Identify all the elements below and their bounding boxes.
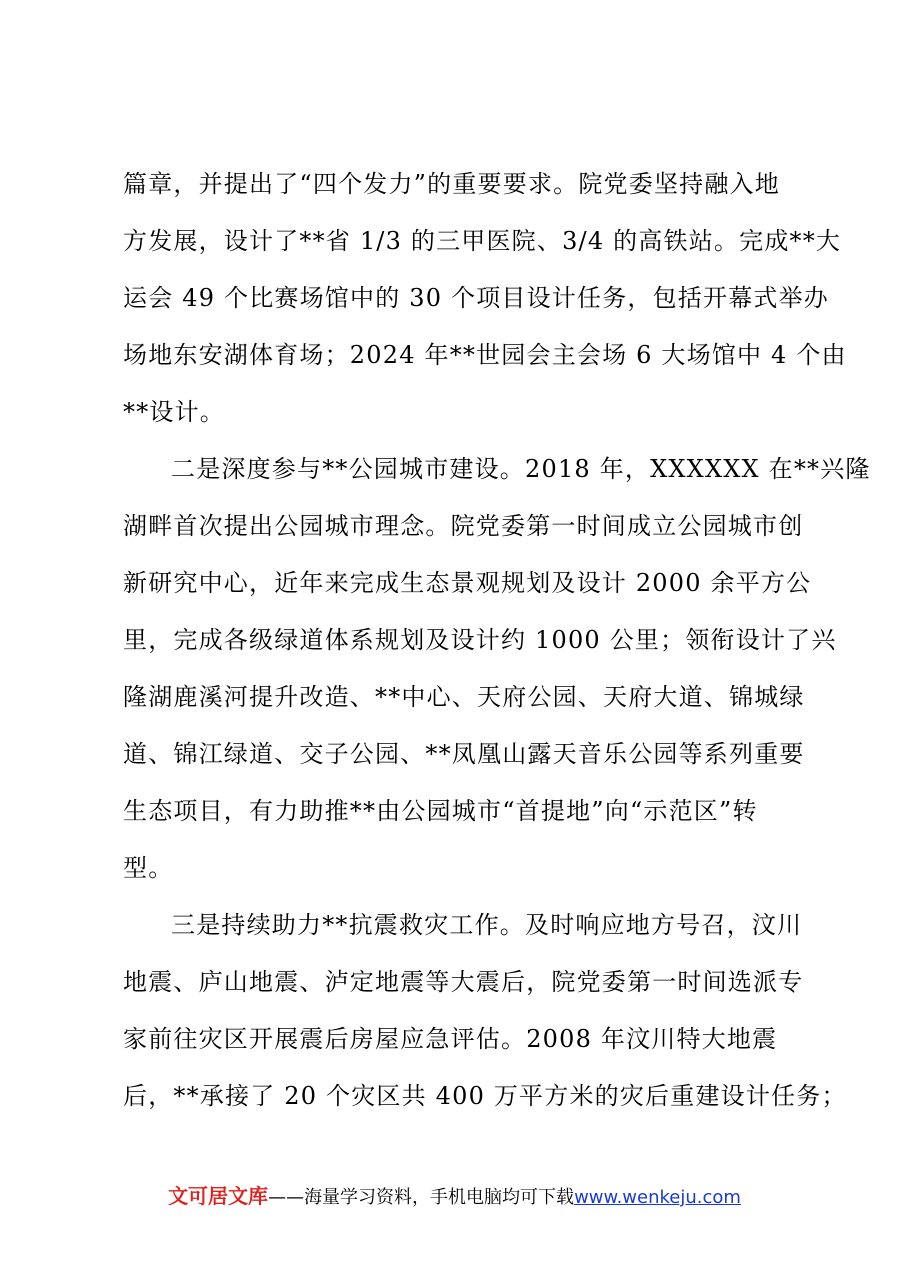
paragraph-line: 场地东安湖体育场；2024 年**世园会主会场 6 大场馆中 4 个由: [123, 341, 847, 369]
paragraph-line: 新研究中心，近年来完成生态景观规划及设计 2000 余平方公: [123, 569, 812, 597]
paragraph-line: 二是深度参与**公园城市建设。2018 年，XXXXXX 在**兴隆: [171, 455, 871, 483]
paragraph-line: 后，**承接了 20 个灾区共 400 万平方米的灾后重建设计任务；: [123, 1082, 847, 1110]
paragraph-line: 家前往灾区开展震后房屋应急评估。2008 年汶川特大地震: [123, 1025, 778, 1053]
footer-website-link[interactable]: www.wenkeju.com: [574, 1187, 741, 1208]
paragraph-line: 三是持续助力**抗震救灾工作。及时响应地方号召，汶川: [171, 911, 803, 939]
paragraph-line: 道、锦江绿道、交子公园、**凤凰山露天音乐公园等系列重要: [123, 740, 805, 768]
paragraph-line: **设计。: [123, 398, 225, 426]
footer-banner: [0, 1182, 909, 1212]
paragraph-line: 运会 49 个比赛场馆中的 30 个项目设计任务，包括开幕式举办: [123, 284, 829, 312]
paragraph-line: 方发展，设计了**省 1/3 的三甲医院、3/4 的高铁站。完成**大: [123, 227, 842, 255]
paragraph-line: 地震、庐山地震、泸定地震等大震后，院党委第一时间选派专: [123, 968, 804, 996]
paragraph-line: 型。: [123, 854, 174, 882]
footer-tagline: ——海量学习资料，手机电脑均可下载: [268, 1187, 575, 1208]
paragraph-line: 生态项目，有力助推**由公园城市“首提地”向“示范区”转: [123, 797, 758, 825]
paragraph-line: 隆湖鹿溪河提升改造、**中心、天府公园、天府大道、锦城绿: [123, 683, 805, 711]
paragraph-line: 篇章，并提出了“四个发力”的重要要求。院党委坚持融入地: [123, 170, 780, 198]
paragraph-line: 里，完成各级绿道体系规划及设计约 1000 公里；领衔设计了兴: [123, 626, 837, 654]
footer-brand: 文可居文库: [168, 1184, 269, 1208]
paragraph-line: 湖畔首次提出公园城市理念。院党委第一时间成立公园城市创: [123, 512, 804, 540]
